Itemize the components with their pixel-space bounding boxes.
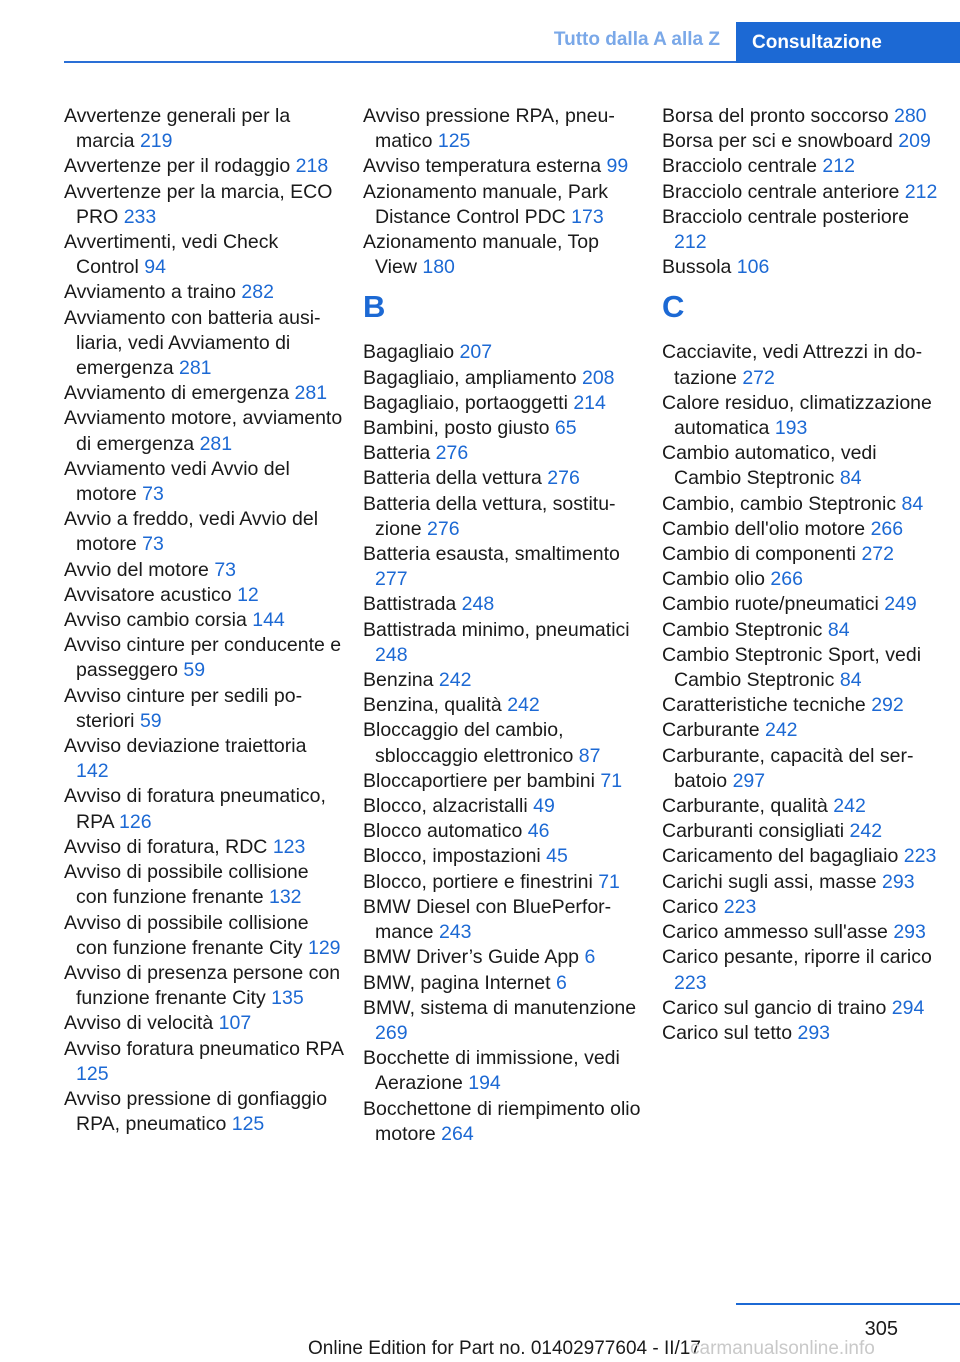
- index-page-link[interactable]: 243: [438, 921, 472, 944]
- index-entry: [64, 1011, 344, 1036]
- index-page-link[interactable]: 45: [546, 845, 568, 868]
- index-entry-text: Bloccaggio del cambio, sbloccaggio elettronico: [363, 719, 574, 767]
- index-entry: [64, 784, 344, 834]
- index-entry: [363, 542, 643, 592]
- index-entry: [662, 441, 942, 491]
- index-entry-text: Avvertenze per il rodaggio: [64, 155, 291, 178]
- index-entry: [662, 718, 942, 743]
- index-entry-text: Avviamento di emergenza: [64, 382, 290, 405]
- index-page-link[interactable]: 212: [822, 155, 855, 178]
- index-page-link[interactable]: 59: [183, 659, 206, 682]
- index-entry: [662, 895, 942, 920]
- index-page-link[interactable]: 294: [891, 996, 925, 1019]
- footer-rule: [736, 1303, 960, 1305]
- header-tab: Consultazione: [736, 22, 960, 63]
- index-entry-text: Avviso deviazione traiettoria: [64, 735, 307, 758]
- index-entry-text: Avvertenze generali per la marcia: [64, 105, 291, 153]
- index-entry: [363, 180, 643, 230]
- index-entry-text: Avviso di foratura pneumatico, RPA: [64, 785, 326, 833]
- index-page-link[interactable]: 71: [598, 870, 620, 893]
- index-page-link[interactable]: 293: [893, 921, 926, 944]
- index-entry: [64, 154, 344, 179]
- index-page-link[interactable]: 266: [770, 568, 803, 591]
- index-entry-text: Avviso foratura pneumatico RPA: [64, 1037, 343, 1060]
- index-column-3: [662, 104, 942, 1046]
- index-entry-text: Avvertenze per la marcia, ECO PRO: [64, 180, 333, 228]
- index-entry: [363, 592, 643, 617]
- index-entry-text: Avviso pressione di gonfiaggio RPA, pneumatico: [64, 1087, 328, 1136]
- index-entry: [662, 643, 942, 693]
- index-page-link[interactable]: 6: [555, 971, 567, 994]
- index-entry-text: Avviamento con batteria ausiliaria, vedi Avviamento di emergenza: [64, 306, 321, 380]
- index-entry-text: Azionamento manuale, Top View: [363, 231, 599, 279]
- index-entry: [363, 492, 643, 542]
- index-entry-text: Cambio automatico, vedi Cambio Steptronic: [662, 442, 877, 490]
- index-entry-text: Azionamento manuale, Park Distance Control PDC: [363, 180, 608, 228]
- index-page-link[interactable]: 84: [839, 669, 862, 692]
- index-entry: [662, 592, 942, 617]
- index-entry-text: Avviso di possibile collisione con funzione frenante City: [64, 911, 309, 959]
- index-entry-text: BMW, pagina Internet: [363, 971, 551, 994]
- index-page-link[interactable]: 218: [295, 155, 329, 178]
- index-entry: [64, 381, 344, 406]
- index-entry: [363, 668, 643, 693]
- index-entry: [64, 180, 344, 230]
- index-page-link[interactable]: 292: [871, 694, 904, 717]
- index-entry: [662, 180, 942, 205]
- index-entry-text: Battistrada minimo, pneumatici: [363, 618, 630, 641]
- index-entry: [363, 366, 643, 391]
- index-page-link[interactable]: 212: [674, 231, 707, 254]
- index-entry-text: Carico: [662, 895, 719, 918]
- index-entry: [662, 744, 942, 794]
- index-entry: [64, 860, 344, 910]
- index-page-link[interactable]: 242: [833, 795, 866, 818]
- index-entry: [363, 1046, 643, 1096]
- index-page-link[interactable]: 248: [461, 593, 495, 616]
- index-page-link[interactable]: 280: [893, 105, 927, 127]
- index-entry-text: Carburanti consigliati: [662, 820, 845, 843]
- index-page-link[interactable]: 219: [139, 130, 173, 153]
- index-entry-text: Bracciolo centrale anteriore: [662, 180, 900, 203]
- index-entry: [64, 583, 344, 608]
- index-page-link[interactable]: 276: [427, 517, 460, 540]
- index-entry: [363, 769, 643, 794]
- index-entry: [64, 684, 344, 734]
- index-entry-text: Bussola: [662, 256, 732, 279]
- index-entry-text: Avvio a freddo, vedi Avvio del motore: [64, 508, 319, 556]
- index-page-link[interactable]: 293: [797, 1021, 831, 1044]
- index-entry-text: Bocchettone di riempimento olio motore: [363, 1097, 641, 1145]
- index-entry-text: Batteria della vettura, sostituzione: [363, 492, 616, 540]
- index-page-link[interactable]: 223: [903, 845, 937, 868]
- index-entry: [64, 230, 344, 280]
- index-entry-text: Avviso cambio corsia: [64, 609, 247, 632]
- index-entry-text: Blocco automatico: [363, 820, 523, 843]
- index-entry: [363, 1097, 643, 1147]
- index-page-link[interactable]: 208: [581, 366, 615, 389]
- index-page-link[interactable]: 214: [573, 391, 606, 414]
- index-page-link[interactable]: 87: [578, 744, 601, 767]
- index-entry: [363, 819, 643, 844]
- index-entry: [662, 920, 942, 945]
- index-entry-text: Carico ammesso sull'asse: [662, 921, 888, 944]
- index-entry: [662, 129, 942, 154]
- index-column-1: [64, 104, 344, 1137]
- index-entry-text: Avviso di velocità: [64, 1012, 214, 1035]
- index-entry-text: Avviso di possibile collisione con funzione frenante: [64, 861, 309, 909]
- index-entry-text: Batteria esausta, smaltimento: [363, 543, 620, 566]
- index-entry: [363, 718, 643, 768]
- index-page-link[interactable]: 125: [231, 1113, 265, 1136]
- index-entry-text: Borsa del pronto soccorso: [662, 105, 889, 127]
- index-entry-text: Carburante, capacità del serbatoio: [662, 744, 914, 792]
- index-page-link[interactable]: 281: [178, 357, 212, 380]
- index-page-link[interactable]: 242: [764, 719, 798, 742]
- index-entry-text: Bracciolo centrale: [662, 155, 817, 178]
- index-page-link[interactable]: 46: [527, 820, 550, 843]
- index-entry-text: BMW, sistema di manutenzione: [363, 996, 637, 1019]
- index-entry-text: Blocco, alzacristalli: [363, 795, 528, 818]
- index-page-link[interactable]: 49: [533, 795, 555, 818]
- index-page-link[interactable]: 71: [600, 769, 623, 792]
- index-entry: [363, 945, 643, 970]
- index-page-link[interactable]: 223: [674, 971, 707, 994]
- index-page-link[interactable]: 242: [849, 820, 883, 843]
- index-entry: [662, 542, 942, 567]
- index-entry-text: Avviso di foratura, RDC: [64, 835, 268, 858]
- index-page-link[interactable]: 264: [441, 1122, 474, 1145]
- index-page-link[interactable]: 84: [839, 467, 862, 490]
- index-entry-text: Avvio del motore: [64, 558, 209, 581]
- index-page-link[interactable]: 106: [736, 256, 770, 279]
- index-entry: [64, 734, 344, 784]
- index-entry: [64, 911, 344, 961]
- index-page-link[interactable]: 242: [507, 694, 540, 717]
- index-entry-text: Calore residuo, climatizzazione automatica: [662, 391, 932, 440]
- index-entry-text: Blocco, impostazioni: [363, 845, 541, 868]
- index-entry: [64, 558, 344, 583]
- index-entry-text: Bagagliaio, ampliamento: [363, 366, 577, 389]
- index-entry-text: Caricamento del bagagliaio: [662, 845, 899, 868]
- index-entry: [363, 618, 643, 668]
- page-number: 305: [864, 1318, 898, 1340]
- index-page-link[interactable]: 6: [584, 946, 596, 969]
- index-page-link[interactable]: 266: [870, 517, 904, 540]
- index-page-link[interactable]: 173: [571, 205, 604, 228]
- index-entry: [363, 996, 643, 1046]
- index-entry-text: Batteria della vettura: [363, 467, 542, 490]
- header-section-title: Tutto dalla A alla Z: [553, 29, 720, 50]
- index-entry-text: Carico sul gancio di traino: [662, 996, 887, 1019]
- index-entry-text: Avviamento vedi Avvio del motore: [64, 457, 290, 506]
- index-entry-text: Cambio dell'olio motore: [662, 517, 866, 540]
- index-page-link[interactable]: 12: [237, 583, 259, 606]
- index-entry: [662, 517, 942, 542]
- index-page-link[interactable]: 249: [884, 593, 917, 616]
- index-entry: [662, 844, 942, 869]
- index-page-link[interactable]: 233: [123, 205, 157, 228]
- index-entry: [64, 1087, 344, 1137]
- watermark: carmanualsonline.info: [690, 1338, 875, 1359]
- index-page-link[interactable]: 129: [307, 936, 341, 959]
- index-page-link[interactable]: 135: [271, 987, 304, 1010]
- index-entry: [363, 870, 643, 895]
- index-page-link[interactable]: 209: [898, 130, 931, 153]
- index-entry: [662, 870, 942, 895]
- index-entry: [662, 391, 942, 441]
- index-entry: [662, 996, 942, 1021]
- index-entry-text: Cambio olio: [662, 568, 765, 591]
- index-page-link[interactable]: 94: [144, 256, 166, 279]
- index-entry-text: Batteria: [363, 442, 431, 465]
- index-page-link[interactable]: 59: [139, 709, 162, 732]
- index-entry-text: Bloccaportiere per bambini: [363, 769, 595, 792]
- index-entry-text: Benzina, qualità: [363, 694, 502, 717]
- edition-note: Online Edition for Part no. 01402977604 - II/17: [308, 1338, 701, 1359]
- index-page-link[interactable]: 84: [901, 492, 924, 515]
- index-page-link[interactable]: 73: [142, 533, 164, 556]
- index-entry: [64, 961, 344, 1011]
- index-page-link[interactable]: 223: [723, 895, 757, 918]
- index-entry-text: Blocco, portiere e finestrini: [363, 870, 593, 893]
- index-entry: [363, 466, 643, 491]
- index-entry: [662, 492, 942, 517]
- index-entry: [662, 205, 942, 255]
- index-entry: [363, 340, 643, 365]
- index-page-link[interactable]: 272: [742, 366, 775, 389]
- index-entry-text: Cambio, cambio Steptronic: [662, 492, 897, 515]
- index-entry-text: Bagagliaio, portaoggetti: [363, 391, 568, 414]
- index-entry: [64, 306, 344, 382]
- index-entry: [64, 280, 344, 305]
- index-entry-text: Cambio Steptronic Sport, vedi Cambio Steptronic: [662, 643, 922, 692]
- index-entry-text: Avviso pressione RPA, pneumatico: [363, 105, 615, 153]
- index-entry-text: Caratteristiche tecniche: [662, 694, 866, 717]
- index-entry-text: Cambio Steptronic: [662, 618, 823, 641]
- index-page-link[interactable]: 125: [437, 130, 471, 153]
- index-entry: [64, 1037, 344, 1087]
- index-entry: [363, 230, 643, 280]
- index-entry: [662, 945, 942, 995]
- index-page-link[interactable]: 107: [218, 1012, 252, 1035]
- index-entry: [363, 794, 643, 819]
- index-entry: [662, 154, 942, 179]
- index-entry-text: BMW Driver’s Guide App: [363, 946, 580, 969]
- index-entry: [363, 693, 643, 718]
- index-page-link[interactable]: 277: [375, 568, 408, 591]
- index-entry: [363, 104, 643, 154]
- index-entry: [363, 391, 643, 416]
- index-entry-text: BMW Diesel con BluePerformance: [363, 895, 612, 944]
- index-page-link[interactable]: 99: [606, 155, 629, 178]
- index-page-link[interactable]: 282: [241, 281, 274, 304]
- index-entry: [662, 255, 942, 280]
- index-page-link[interactable]: 297: [732, 769, 766, 792]
- index-entry-text: Avviamento a traino: [64, 281, 236, 304]
- index-page-link[interactable]: 144: [252, 609, 285, 632]
- index-entry: [64, 406, 344, 456]
- index-entry: [363, 971, 643, 996]
- index-entry-text: Avviso di presenza persone con funzione frenante City: [64, 961, 341, 1010]
- index-page-link[interactable]: 248: [375, 643, 408, 666]
- index-entry-text: Avvertimenti, vedi Check Control: [64, 231, 279, 279]
- index-entry-text: Carichi sugli assi, masse: [662, 870, 877, 893]
- index-entry-text: Benzina: [363, 669, 434, 692]
- index-entry-text: Avviso cinture per sedili posteriori: [64, 684, 303, 732]
- index-page-link[interactable]: 207: [459, 341, 493, 364]
- index-page-link[interactable]: 132: [268, 886, 302, 909]
- index-entry-text: Carico pesante, riporre il carico: [662, 946, 932, 969]
- index-entry: [363, 416, 643, 441]
- index-entry: [64, 507, 344, 557]
- index-page-link[interactable]: 65: [554, 417, 577, 440]
- index-entry-text: Carburante: [662, 719, 760, 742]
- index-entry: [662, 819, 942, 844]
- index-entry-text: Battistrada: [363, 593, 457, 616]
- index-page-link[interactable]: 126: [119, 810, 152, 833]
- index-page-link[interactable]: 269: [375, 1021, 408, 1044]
- index-entry: [662, 340, 942, 390]
- index-entry-text: Cambio ruote/pneumatici: [662, 593, 879, 616]
- index-entry-text: Avvisatore acustico: [64, 583, 232, 606]
- index-page-link[interactable]: 242: [438, 669, 472, 692]
- index-page-link[interactable]: 125: [76, 1062, 109, 1085]
- index-entry-text: Borsa per sci e snowboard: [662, 130, 893, 153]
- index-page-link[interactable]: 194: [468, 1072, 501, 1095]
- index-entry: [64, 457, 344, 507]
- index-entry-text: Avviamento motore, avviamento di emergenza: [64, 407, 343, 455]
- index-entry: [662, 693, 942, 718]
- index-entry-text: Bambini, posto giusto: [363, 417, 550, 440]
- index-page-link[interactable]: 212: [904, 180, 938, 203]
- index-entry: [363, 154, 643, 179]
- index-entry: [363, 844, 643, 869]
- index-page-link[interactable]: 281: [294, 382, 328, 405]
- index-page-link[interactable]: 180: [422, 256, 455, 279]
- index-page-link[interactable]: 142: [76, 760, 109, 783]
- index-entry: [64, 104, 344, 154]
- index-entry-text: Avviso temperatura esterna: [363, 155, 602, 178]
- index-entry-text: Carburante, qualità: [662, 795, 828, 818]
- index-entry: [64, 633, 344, 683]
- index-entry-text: Bocchette di immissione, vedi Aerazione: [363, 1047, 620, 1095]
- index-entry: [64, 608, 344, 633]
- index-page-link[interactable]: 84: [827, 618, 850, 641]
- index-entry: [363, 895, 643, 945]
- index-entry-text: Bagagliaio: [363, 341, 455, 364]
- index-letter-heading: C: [662, 289, 685, 325]
- index-page-link[interactable]: 293: [882, 870, 915, 893]
- index-page-link[interactable]: 123: [272, 835, 306, 858]
- index-entry-text: Cambio di componenti: [662, 543, 857, 566]
- index-page-link[interactable]: 281: [199, 432, 233, 455]
- index-page-link[interactable]: 73: [214, 558, 237, 581]
- index-column-2: [363, 104, 643, 1147]
- index-entry: [662, 104, 942, 129]
- index-page-link[interactable]: 272: [861, 543, 894, 566]
- index-page-link[interactable]: 276: [435, 442, 469, 465]
- index-entry-text: Avviso cinture per conducente e passeggero: [64, 634, 342, 682]
- index-entry-text: Cacciavite, vedi Attrezzi in dotazione: [662, 341, 923, 389]
- index-letter-heading: B: [363, 289, 386, 325]
- index-entry: [662, 794, 942, 819]
- index-entry-text: Bracciolo centrale posteriore: [662, 205, 910, 228]
- index-entry-text: Carico sul tetto: [662, 1021, 793, 1044]
- index-page-link[interactable]: 73: [142, 483, 164, 506]
- index-entry: [64, 835, 344, 860]
- index-page-link[interactable]: 193: [774, 417, 808, 440]
- index-entry: [662, 567, 942, 592]
- index-entry: [662, 618, 942, 643]
- index-page-link[interactable]: 276: [547, 467, 580, 490]
- index-entry: [662, 1021, 942, 1046]
- index-entry: [363, 441, 643, 466]
